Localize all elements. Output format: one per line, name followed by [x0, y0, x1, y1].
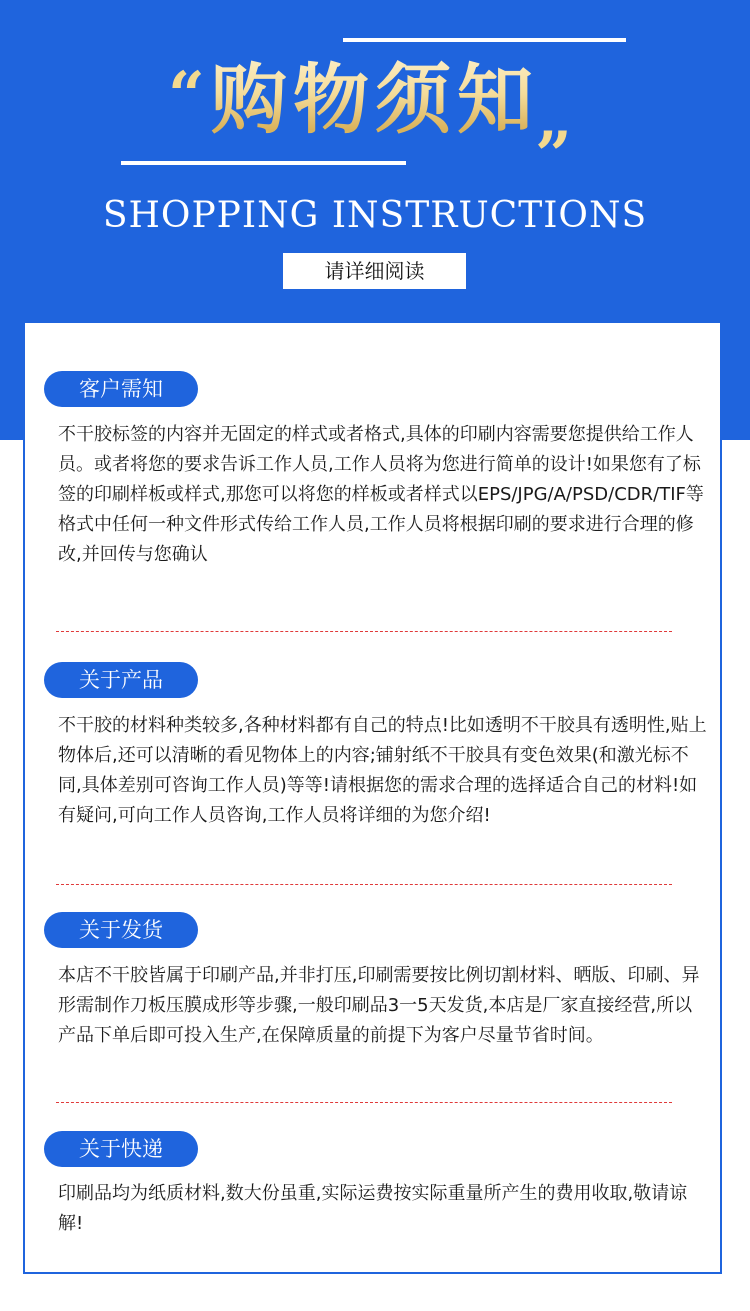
close-quote-mark: ” — [535, 118, 572, 193]
section-label-about-express: 关于快递 — [44, 1131, 198, 1167]
section-label-customer-notice: 客户需知 — [44, 371, 198, 407]
section-text-about-product: 不干胶的材料种类较多,各种材料都有自己的特点!比如透明不干胶具有透明性,贴上物体后,还可以清晰的看见物体上的内容;铺射纸不干胶具有变色效果(和激光标不同,具体差别可咨询工作人员)等等!请根据您的需求合理的选择适合自己的材料!如有疑问,可向工作人员咨询,工作人员将详细的为您介绍! — [58, 715, 707, 826]
read-carefully-badge: 请详细阅读 — [283, 253, 466, 289]
page-subtitle: SHOPPING INSTRUCTIONS — [102, 195, 648, 236]
section-label-about-product: 关于产品 — [44, 662, 198, 698]
section-divider — [56, 631, 672, 632]
section-divider — [56, 884, 672, 885]
section-label-about-shipping: 关于发货 — [44, 912, 198, 948]
section-text-about-express: 印刷品均为纸质材料,数大份虽重,实际运费按实际重量所产生的费用收取,敬请谅解! — [58, 1183, 688, 1234]
section-divider — [56, 1102, 672, 1103]
open-quote-mark: “ — [168, 58, 205, 133]
decor-line-bottom — [121, 161, 406, 165]
section-text-customer-notice: 不干胶标签的内容并无固定的样式或者格式,具体的印刷内容需要您提供给工作人员。或者将您的要求告诉工作人员,工作人员将为您进行简单的设计!如果您有了标签的印刷样板或样式,那您可以将您的样板或者样式以EPS/JPG/A/PSD/CDR/TIF等格式中任何一种文件形式传给工作人员,工作人员将根据印刷的要求进行合理的修改,并回传与您确认 — [58, 424, 704, 565]
title-wrap — [0, 40, 750, 160]
page-title: 购物须知 — [211, 40, 539, 160]
section-text-about-shipping: 本店不干胶皆属于印刷产品,并非打压,印刷需要按比例切割材料、晒版、印刷、异形需制作刀板压膜成形等步骤,一般印刷品3一5天发货,本店是厂家直接经营,所以产品下单后即可投入生产,在保障质量的前提下为客户尽量节省时间。 — [58, 965, 700, 1046]
